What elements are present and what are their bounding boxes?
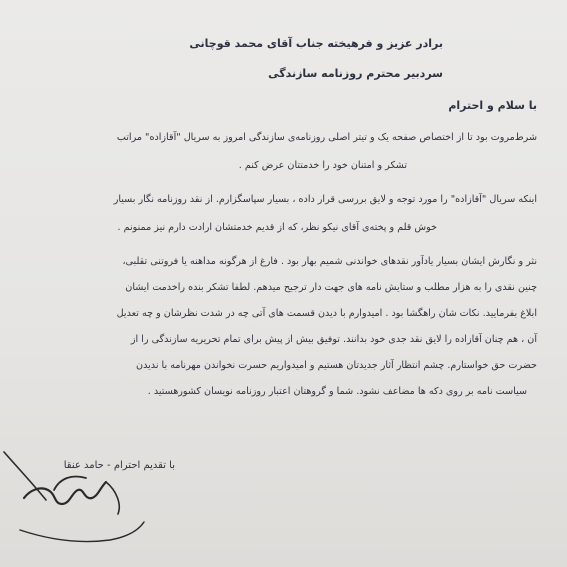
paragraph-3-line-1: نثر و نگارش ایشان بسیار یادآور نقدهای خواندنی شمیم بهار بود . فارغ از هرگونه مداهنه یا فروتنی تقلبی،	[122, 256, 537, 267]
paragraph-3-line-4: آن ، هم چنان آقازاده را لایق نقد جدی خود بدانند. توفیق بیش از پیش برای تمام تحریریه سازندگی را از	[130, 334, 537, 345]
paragraph-1-line-2: تشکر و امتنان خود را خدمتتان عرض کنم .	[238, 160, 407, 171]
greeting: با سلام و احترام	[448, 99, 537, 112]
closing-line: با تقدیم احترام - حامد عنقا	[63, 460, 175, 471]
paragraph-2-line-2: خوش قلم و پخته‌ی آقای نیکو نظر، که از قدیم خدمتشان ارادت دارم نیز ممنونم .	[117, 222, 437, 233]
recipient-line: برادر عزیز و فرهیخته جناب آقای محمد قوچانی	[189, 37, 443, 50]
paragraph-3-line-2: چنین نقدی را به هزار مطلب و ستایش نامه های جهت دار ترجیح میدهم. لطفا تشکر بنده راخدمت ایشان	[125, 282, 537, 293]
paragraph-3-line-5: حضرت حق خواستارم. چشم انتظار آثار جدیدتان هستیم و امیدواریم حسرت نخواندن مهرنامه با ندیدن	[136, 360, 537, 371]
paragraph-3-line-3: ابلاغ بفرمایید. نکات شان راهگشا بود . امیدوارم با دیدن قسمت های آتی چه در شدت نظرشان و چه تعدیل	[116, 308, 537, 319]
paragraph-3-line-6: سیاست نامه بر روی دکه ها مضاعف نشود. شما و گروهتان اعتبار روزنامه نویسان کشورهستید .	[147, 386, 527, 397]
paragraph-2-line-1: اینکه سریال "آقازاده" را مورد توجه و لایق بررسی قرار داده ، بسیار سپاسگزارم. از نقد روزنامه نگار بسیار	[113, 194, 537, 205]
recipient-title: سردبیر محترم روزنامه سازندگی	[268, 67, 443, 80]
handwritten-signature	[0, 430, 210, 567]
paragraph-1-line-1: شرط‌مروت بود تا از اختصاص صفحه یک و تیتر اصلی روزنامه‌ی سازندگی امروز به سریال "آقازاده" مراتب	[116, 132, 537, 143]
